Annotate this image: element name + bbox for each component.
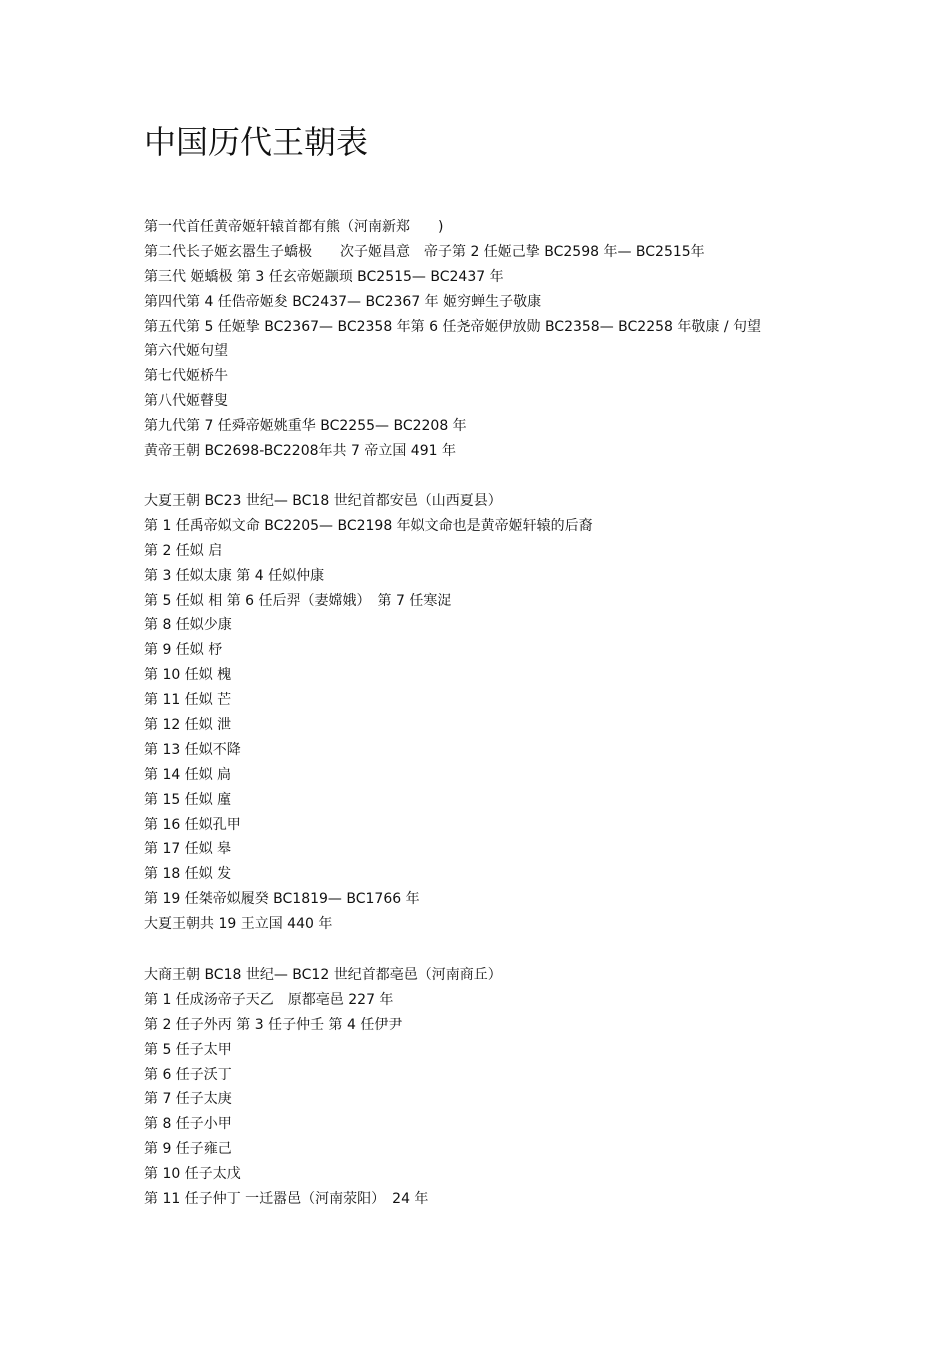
- text-line: 第 2 任子外丙 第 3 任子仲壬 第 4 任伊尹: [144, 1016, 403, 1033]
- text-line: 第 9 任子雍己: [144, 1141, 232, 1158]
- text-line: 第 7 任子太庚: [144, 1091, 232, 1108]
- text-line: 第 2 任姒 启: [144, 542, 223, 559]
- text-line: 大夏王朝 BC23 世纪— BC18 世纪首都安邑（山西夏县）: [144, 493, 502, 509]
- section-huangdi-dynasty: [144, 215, 761, 464]
- text-line: 第 3 任姒太康 第 4 任姒仲康: [144, 567, 325, 584]
- text-line: 第 5 任姒 相 第 6 任后羿（妻嫦娥） 第 7 任寒浞: [144, 592, 452, 609]
- text-line: 第 10 任子太戊: [144, 1166, 241, 1183]
- text-line: 黄帝王朝 BC2698-BC2208年共 7 帝立国 491 年: [144, 443, 456, 460]
- text-line: 大夏王朝共 19 王立国 440 年: [144, 916, 333, 933]
- text-line: 第六代姬句望: [144, 343, 228, 360]
- text-line: 第 5 任子太甲: [144, 1041, 232, 1058]
- text-line: 第 17 任姒 皋: [144, 841, 232, 858]
- text-line: 第 9 任姒 杼: [144, 642, 223, 659]
- text-line: 大商王朝 BC18 世纪— BC12 世纪首都亳邑（河南商丘）: [144, 967, 502, 983]
- text-line: 第 8 任姒少康: [144, 617, 232, 634]
- text-line: 第 13 任姒不降: [144, 741, 241, 758]
- text-line: 第 19 任桀帝姒履癸 BC1819— BC1766 年: [144, 891, 420, 908]
- text-line: 第 6 任子沃丁: [144, 1066, 232, 1083]
- text-line: 第二代长子姬玄嚣生子蟜极 次子姬昌意 帝子第 2 任姬己挚 BC2598 年— BC2515年: [144, 243, 705, 260]
- text-line: 第三代 姬蟜极 第 3 任玄帝姬颛顼 BC2515— BC2437 年: [144, 268, 504, 285]
- text-line: 第 12 任姒 泄: [144, 717, 232, 734]
- text-line: 第 11 任姒 芒: [144, 692, 232, 709]
- text-line: 第七代姬桥牛: [144, 368, 228, 385]
- text-line: 第 15 任姒 廑: [144, 791, 232, 808]
- text-line: 第 16 任姒孔甲: [144, 816, 241, 833]
- text-line: 第八代姬瞽叟: [144, 393, 228, 410]
- text-line: 第 1 任禹帝姒文命 BC2205— BC2198 年姒文命也是黄帝姬轩辕的后裔: [144, 517, 593, 534]
- section-shang-dynasty: [144, 963, 502, 1212]
- text-line: 第 1 任成汤帝子天乙 原都亳邑 227 年: [144, 991, 394, 1008]
- page-title: 中国历代王朝表: [144, 123, 369, 161]
- section-xia-dynasty: [144, 489, 593, 937]
- text-line: 第 8 任子小甲: [144, 1116, 232, 1133]
- text-line: 第五代第 5 任姬挚 BC2367— BC2358 年第 6 任尧帝姬伊放勋 BC2358— BC2258 年敬康 / 句望: [144, 318, 761, 335]
- text-line: 第 14 任姒 扃: [144, 766, 232, 783]
- text-line: 第九代第 7 任舜帝姬姚重华 BC2255— BC2208 年: [144, 418, 467, 435]
- text-line: 第 10 任姒 槐: [144, 667, 232, 684]
- text-line: 第 18 任姒 发: [144, 866, 232, 883]
- text-line: 第四代第 4 任俈帝姬夋 BC2437— BC2367 年 姬穷蝉生子敬康: [144, 293, 542, 310]
- text-line: 第一代首任黄帝姬轩辕首都有熊（河南新郑 ): [144, 219, 444, 235]
- text-line: 第 11 任子仲丁 一迁嚣邑（河南荥阳） 24 年: [144, 1191, 429, 1208]
